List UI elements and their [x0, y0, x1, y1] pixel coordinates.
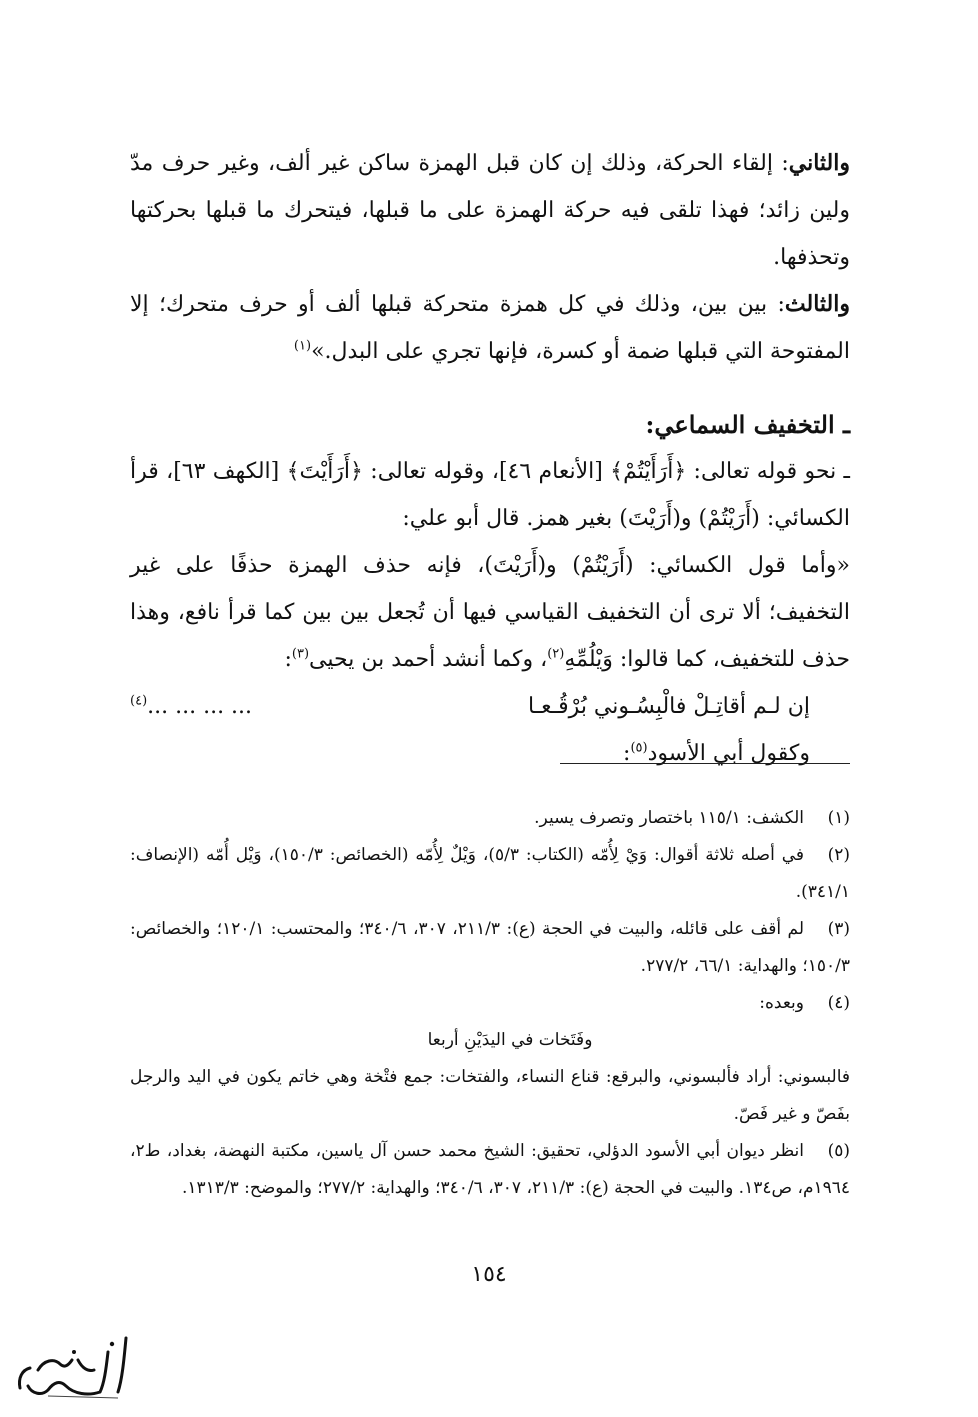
- paragraph-quote: [130, 542, 850, 683]
- paragraph-lead: والثالث: [784, 291, 850, 317]
- footnote-explanation: فالبسوني: أراد فألبسوني، والبرقع: قناع النساء، والفتخات: جمع فتْخة وهي خاتم يكون في اليد والرجل بفَصّ و غير فَصّ.: [130, 1067, 850, 1124]
- verse-intro: [130, 730, 850, 777]
- paragraph-text: ، وكما أنشد أحمد بن يحيى: [309, 647, 548, 672]
- footnote-ref[interactable]: (٤): [130, 693, 148, 709]
- footnote-number: (٤): [827, 993, 850, 1013]
- footnote-ref[interactable]: (٥): [630, 740, 648, 756]
- footnote-text: انظر ديوان أبي الأسود الدؤلي، تحقيق: الشيخ محمد حسن آل ياسين، مكتبة النهضة، بغداد، ط٢، ١٩٦٤م، ص١٣٤. والبيت في الحجة (ع): ٢١١/٣، ٣٠٧، ٣٤٠/٦؛ والهداية: ٢٧٧/٢؛ والموضح: ١٣١٣/٣.: [130, 1141, 850, 1198]
- footnotes: [130, 800, 850, 1207]
- footnote-ref[interactable]: (٣): [291, 646, 310, 662]
- verse-line: [130, 683, 850, 730]
- footnote-verse: وفَتَخات في اليدَيْنِ أربعا: [427, 1030, 593, 1050]
- paragraph-text: «وأما قول الكسائي: (أَرَيْتُمْ) و(أَرَيْتَ)، فإنه حذف الهمزة حذفًا على غير التخفيف؛ ألا ترى أن التخفيف القياسي فيها أن تُجعل بين بين كما قرأ نافع، وهذا حذف للتخفيف، كما قالوا: وَيْلُمِّهِ: [130, 553, 850, 672]
- main-text: [130, 140, 850, 777]
- footnote-ref[interactable]: (٢): [547, 646, 565, 662]
- verse-intro-end: :: [623, 741, 631, 766]
- ellipsis: ... ... ... ...: [147, 694, 253, 719]
- logo-calligraphy: [8, 1330, 138, 1402]
- verse-intro-text: وكقول أبي الأسود: [647, 741, 810, 766]
- footnote-number: (١): [827, 808, 850, 828]
- paragraph-examples: ـ نحو قوله تعالى: ﴿أَرَأَيْتُمْ﴾ [الأنعام ٤٦]، وقوله تعالى: ﴿أَرَأَيْتَ﴾ [الكهف ٦٣]، قرأ الكسائي: (أَرَيْتُمْ) و(أَرَيْتَ) بغير همز. قال أبو علي:: [130, 459, 850, 531]
- footnote-number: (٢): [827, 845, 850, 865]
- verse-dots: [130, 683, 510, 730]
- verse-text: إن لـم أقاتِـلْ فالْبِسُـوني بُرْقُـعـا: [527, 694, 810, 719]
- footnote-text: الكشف: ١١٥/١ باختصار وتصرف يسير.: [534, 808, 804, 828]
- footnote-ref[interactable]: (١): [293, 338, 312, 354]
- paragraph-third: [130, 281, 850, 375]
- footnote-5: [130, 1133, 850, 1207]
- footnote-2: [130, 837, 850, 911]
- paragraph-text: : بين بين، وذلك في كل همزة متحركة قبلها ألف أو حرف متحرك؛ إلا المفتوحة التي قبلها ضمة أو كسرة، فإنها تجري على البدل.»: [130, 292, 850, 364]
- footnote-text: وبعده:: [759, 993, 804, 1013]
- footnote-4: [130, 985, 850, 1022]
- paragraph-lead: والثاني: [788, 150, 850, 176]
- footnote-text: في أصله ثلاثة أقوال: وَيْ لِأُمّه (الكتاب: ٥/٣)، وَيْلٌ لِأُمّه (الخصائص: ١٥٠/٣)، وَيْل أُمّه (الإنصاف: ٣٤١/١).: [130, 845, 850, 902]
- footnote-number: (٣): [827, 919, 851, 939]
- section-heading: ـ التخفيف السماعي:: [645, 410, 850, 439]
- paragraph-text: : إلقاء الحركة، وذلك إن كان قبل الهمزة ساكن غير ألف، وغير حرف مدّ ولين زائد؛ فهذا تلقى فيه حركة الهمزة على ما قبلها، فيتحرك ما قبلها بحركتها وتحذفها.: [130, 151, 850, 270]
- footnote-text: لم أقف على قائله، والبيت في الحجة (ع): ٢١١/٣، ٣٠٧، ٣٤٠/٦؛ والمحتسب: ١٢٠/١؛ والخصائص: ١٥٠/٣؛ والهداية: ٦٦/١، ٢٧٧/٢.: [130, 919, 850, 976]
- footnote-3: [130, 911, 850, 985]
- footnote-number: (٥): [827, 1141, 850, 1161]
- paragraph-second: [130, 140, 850, 281]
- footnote-divider: [560, 763, 850, 764]
- footnote-1: [130, 800, 850, 837]
- page-number: ١٥٤: [471, 1262, 507, 1287]
- paragraph-text: :: [284, 647, 292, 672]
